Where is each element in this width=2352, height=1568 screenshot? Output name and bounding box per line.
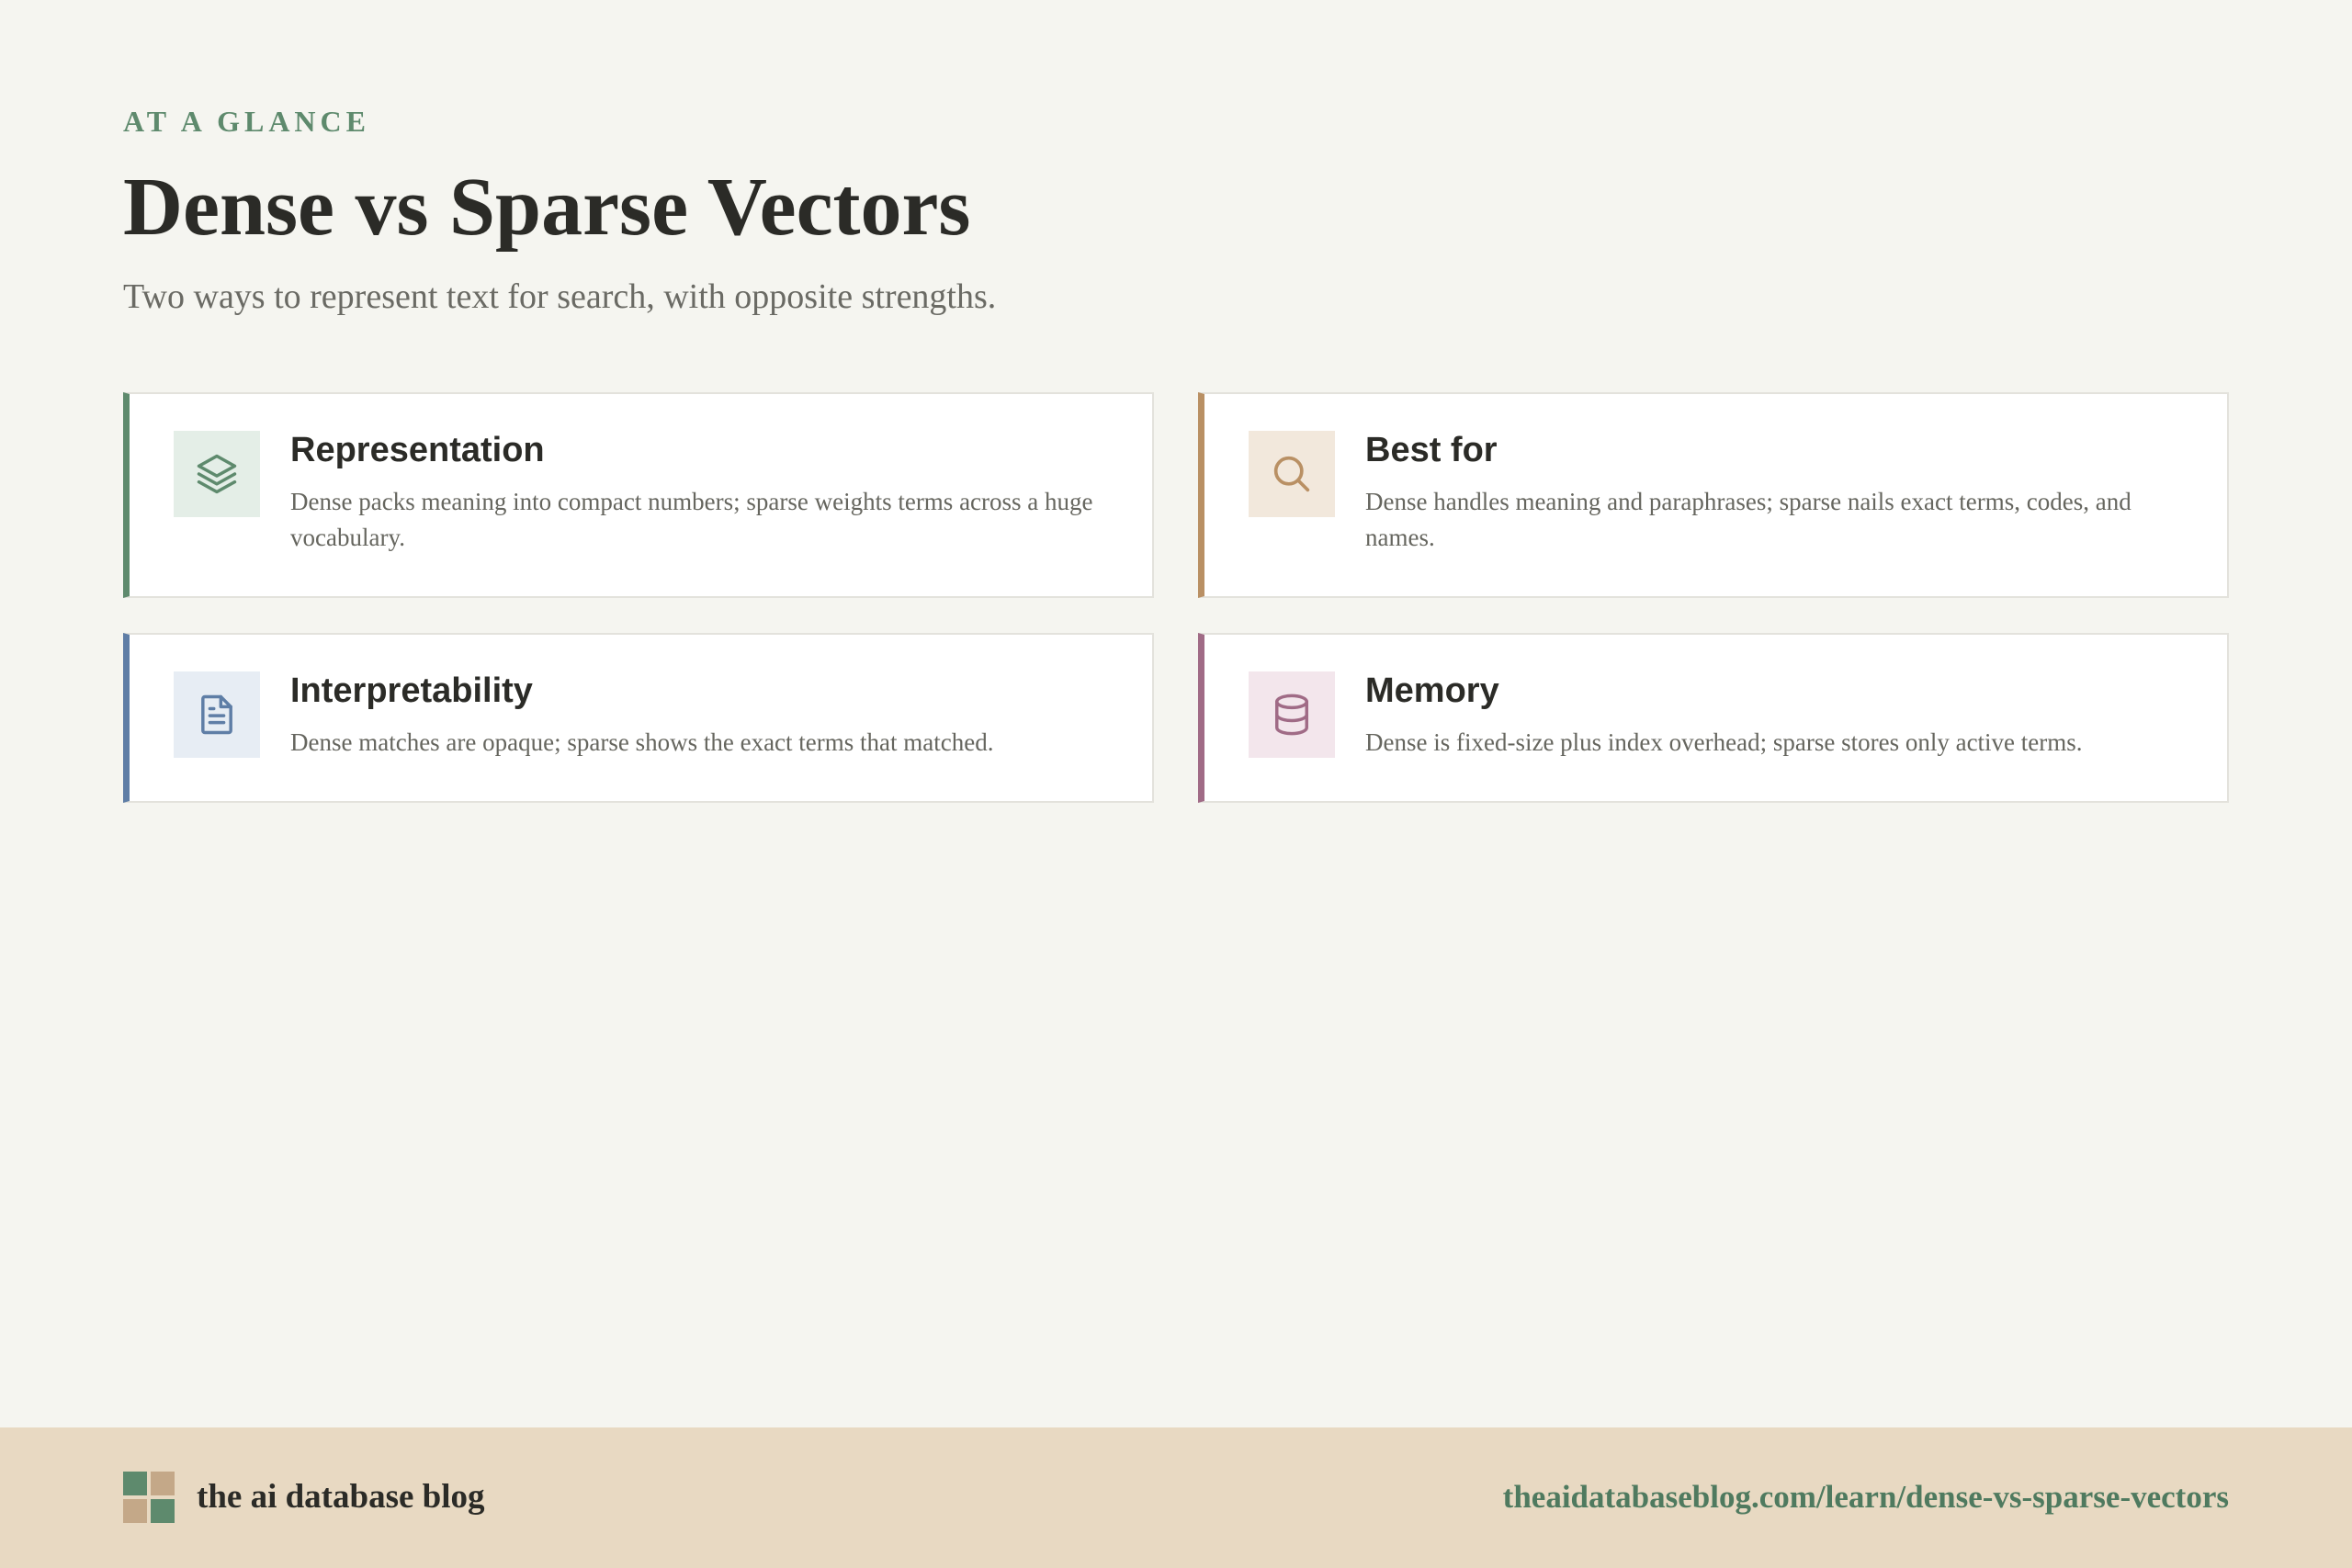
- comparison-grid: [123, 392, 2229, 803]
- page-header: [123, 103, 2229, 318]
- card-memory: [1198, 633, 2229, 803]
- brand: [123, 1472, 485, 1523]
- card-description: Dense packs meaning into compact numbers; sparse weights terms across a huge vocabulary.: [290, 488, 1093, 551]
- document-icon: [174, 671, 260, 758]
- card-best-for: [1198, 392, 2229, 598]
- card-title: Representation: [290, 431, 545, 469]
- card-description: Dense matches are opaque; sparse shows the exact terms that matched.: [290, 728, 994, 756]
- card-description: Dense handles meaning and paraphrases; sparse nails exact terms, codes, and names.: [1365, 488, 2132, 551]
- search-icon: [1249, 431, 1335, 517]
- eyebrow-label: AT A GLANCE: [123, 105, 370, 138]
- card-body: [1365, 431, 2183, 556]
- footer-url-link[interactable]: theaidatabaseblog.com/learn/dense-vs-sparse-vectors: [1502, 1479, 2229, 1515]
- brand-name: the ai database blog: [197, 1478, 485, 1516]
- page-title: Dense vs Sparse Vectors: [123, 162, 971, 253]
- layers-icon: [174, 431, 260, 517]
- card-title: Interpretability: [290, 671, 533, 710]
- logo-icon: [123, 1472, 175, 1523]
- database-icon: [1249, 671, 1335, 758]
- card-interpretability: [123, 633, 1154, 803]
- card-body: [1365, 671, 2183, 761]
- page-footer: [0, 1427, 2352, 1568]
- card-description: Dense is fixed-size plus index overhead; sparse stores only active terms.: [1365, 728, 2083, 756]
- card-body: [290, 431, 1108, 556]
- page-subtitle: Two ways to represent text for search, with opposite strengths.: [123, 277, 997, 316]
- card-title: Best for: [1365, 431, 1498, 469]
- card-title: Memory: [1365, 671, 1499, 710]
- card-body: [290, 671, 1108, 761]
- card-representation: [123, 392, 1154, 598]
